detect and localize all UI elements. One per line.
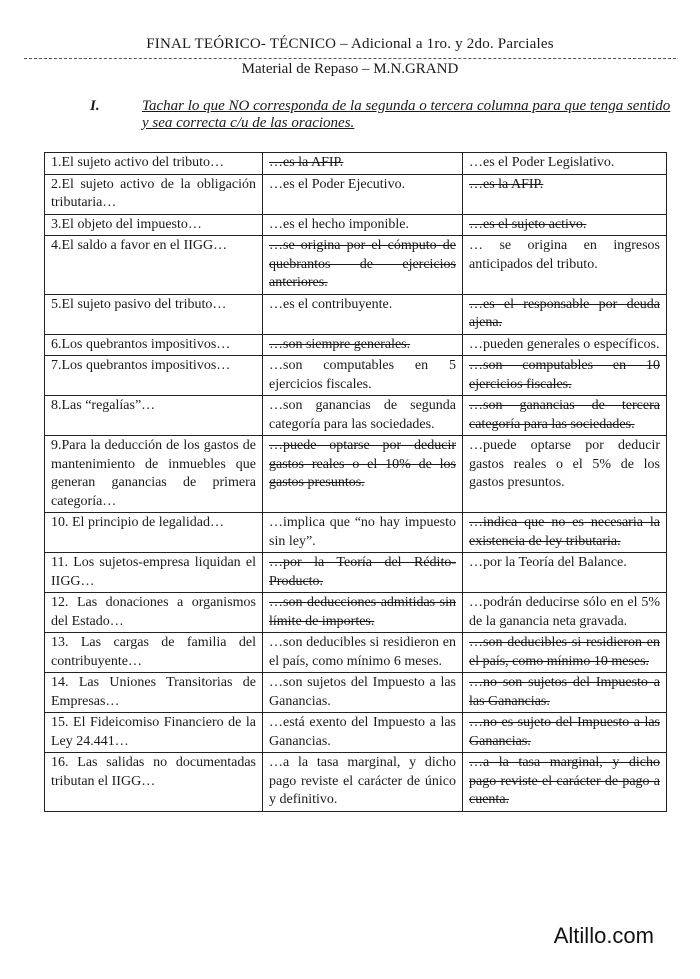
table-row	[45, 436, 667, 513]
statement-cell: 6.Los quebrantos impositivos…	[45, 334, 263, 356]
option-a-cell[interactable]: …son deducciones admitidas sin límite de importes.	[263, 593, 463, 633]
table-row	[45, 174, 667, 214]
option-a-cell[interactable]: …implica que “no hay impuesto sin ley”.	[263, 513, 463, 553]
statement-cell: 12. Las donaciones a organismos del Estado…	[45, 593, 263, 633]
option-b-cell[interactable]: …por la Teoría del Balance.	[463, 553, 667, 593]
option-a-cell[interactable]: …a la tasa marginal, y dicho pago reviste el carácter de único y definitivo.	[263, 753, 463, 812]
header-title: FINAL TEÓRICO- TÉCNICO – Adicional a 1ro. y 2do. Parciales	[146, 36, 554, 52]
section-number: I.	[90, 98, 100, 114]
table-row	[45, 214, 667, 236]
option-b-cell[interactable]: …son computables en 10 ejercicios fiscales.	[463, 356, 667, 396]
option-b-cell[interactable]: …son deducibles si residieron en el país, como mínimo 10 meses.	[463, 633, 667, 673]
statement-cell: 10. El principio de legalidad…	[45, 513, 263, 553]
option-b-cell[interactable]: …no son sujetos del Impuesto a las Ganancias.	[463, 673, 667, 713]
statement-cell: 16. Las salidas no documentadas tributan el IIGG…	[45, 753, 263, 812]
option-b-cell[interactable]: …a la tasa marginal, y dicho pago reviste el carácter de pago a cuenta.	[463, 753, 667, 812]
option-a-cell[interactable]: …son siempre generales.	[263, 334, 463, 356]
option-b-cell[interactable]: …es el sujeto activo.	[463, 214, 667, 236]
option-a-cell[interactable]: …es el contribuyente.	[263, 294, 463, 334]
option-b-cell[interactable]: …pueden generales o específicos.	[463, 334, 667, 356]
quiz-table	[44, 152, 667, 812]
option-a-cell[interactable]: …son ganancias de segunda categoría para las sociedades.	[263, 396, 463, 436]
statement-cell: 15. El Fideicomiso Financiero de la Ley 24.441…	[45, 713, 263, 753]
option-a-cell[interactable]: …es el Poder Ejecutivo.	[263, 174, 463, 214]
table-row	[45, 294, 667, 334]
option-a-cell[interactable]: …puede optarse por deducir gastos reales o el 10% de los gastos presuntos.	[263, 436, 463, 513]
header-subtitle: Material de Repaso – M.N.GRAND	[241, 61, 459, 77]
statement-cell: 11. Los sujetos-empresa liquidan el IIGG…	[45, 553, 263, 593]
option-a-cell[interactable]: …son sujetos del Impuesto a las Ganancias.	[263, 673, 463, 713]
table-row	[45, 753, 667, 812]
statement-cell: 13. Las cargas de familia del contribuyente…	[45, 633, 263, 673]
watermark: Altillo.com	[553, 923, 654, 948]
statement-cell: 3.El objeto del impuesto…	[45, 214, 263, 236]
option-a-cell[interactable]: …son deducibles si residieron en el país, como mínimo 6 meses.	[263, 633, 463, 673]
section-instructions: Tachar lo que NO corresponda de la segunda o tercera columna para que tenga sentido y sea correcta c/u de las oraciones.	[142, 98, 671, 131]
table-row	[45, 513, 667, 553]
statement-cell: 14. Las Uniones Transitorias de Empresas…	[45, 673, 263, 713]
statement-cell: 9.Para la deducción de los gastos de mantenimiento de inmuebles que generan ganancias de primera categoría…	[45, 436, 263, 513]
option-a-cell[interactable]: …es la AFIP.	[263, 153, 463, 175]
statement-cell: 7.Los quebrantos impositivos…	[45, 356, 263, 396]
statement-cell: 4.El saldo a favor en el IIGG…	[45, 236, 263, 295]
option-b-cell[interactable]: …son ganancias de tercera categoría para las sociedades.	[463, 396, 667, 436]
table-row	[45, 673, 667, 713]
table-row	[45, 633, 667, 673]
statement-cell: 2.El sujeto activo de la obligación tributaria…	[45, 174, 263, 214]
option-b-cell[interactable]: … se origina en ingresos anticipados del tributo.	[463, 236, 667, 295]
statement-cell: 1.El sujeto activo del tributo…	[45, 153, 263, 175]
table-row	[45, 593, 667, 633]
statement-cell: 5.El sujeto pasivo del tributo…	[45, 294, 263, 334]
option-a-cell[interactable]: …por la Teoría del Rédito-Producto.	[263, 553, 463, 593]
option-b-cell[interactable]: …podrán deducirse sólo en el 5% de la ganancia neta gravada.	[463, 593, 667, 633]
table-row	[45, 396, 667, 436]
option-b-cell[interactable]: …es la AFIP.	[463, 174, 667, 214]
table-row	[45, 713, 667, 753]
option-a-cell[interactable]: …es el hecho imponible.	[263, 214, 463, 236]
table-row	[45, 153, 667, 175]
table-row	[45, 553, 667, 593]
option-b-cell[interactable]: …es el Poder Legislativo.	[463, 153, 667, 175]
statement-cell: 8.Las “regalías”…	[45, 396, 263, 436]
header-divider	[24, 58, 676, 59]
option-a-cell[interactable]: …se origina por el cómputo de quebrantos de ejercicios anteriores.	[263, 236, 463, 295]
table-row	[45, 236, 667, 295]
option-b-cell[interactable]: …es el responsable por deuda ajena.	[463, 294, 667, 334]
option-a-cell[interactable]: …son computables en 5 ejercicios fiscales.	[263, 356, 463, 396]
option-b-cell[interactable]: …puede optarse por deducir gastos reales o el 5% de los gastos presuntos.	[463, 436, 667, 513]
option-a-cell[interactable]: …está exento del Impuesto a las Ganancias.	[263, 713, 463, 753]
option-b-cell[interactable]: …indica que no es necesaria la existencia de ley tributaria.	[463, 513, 667, 553]
option-b-cell[interactable]: …no es sujeto del Impuesto a las Ganancias.	[463, 713, 667, 753]
table-row	[45, 356, 667, 396]
table-row	[45, 334, 667, 356]
